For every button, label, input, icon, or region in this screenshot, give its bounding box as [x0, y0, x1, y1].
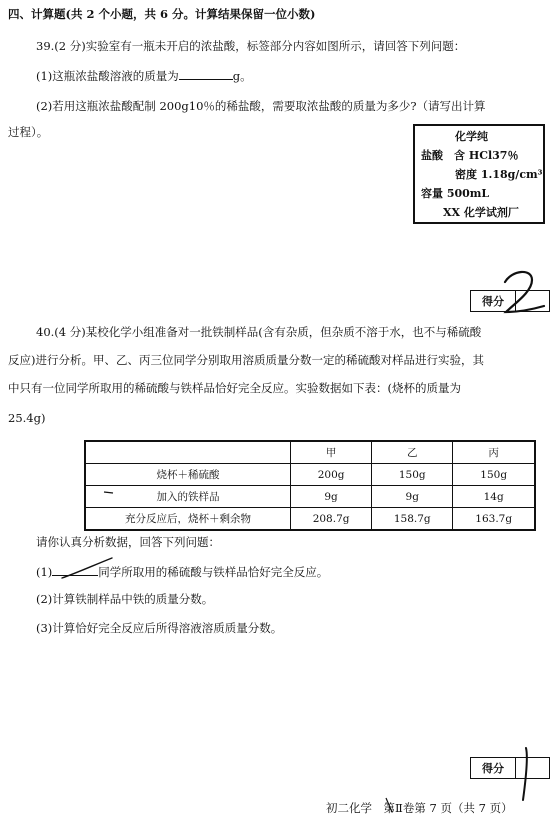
q40-part3: (3)计算恰好完全反应后所得溶液溶质质量分数。 [36, 621, 283, 635]
table-cell: 14g [453, 486, 535, 508]
score-box-label: 得分 [471, 291, 516, 311]
table-cell: 9g [291, 486, 372, 508]
q39-part1-prefix: (1)这瓶浓盐酸溶液的质量为 [36, 69, 179, 83]
q40-part2: (2)计算铁制样品中铁的质量分数。 [36, 592, 214, 606]
table-row [85, 508, 535, 531]
table-cell: 加入的铁样品 [85, 486, 291, 508]
answer-blank [52, 564, 98, 576]
table-cell: 200g [291, 464, 372, 486]
q40-line1: 40.(4 分)某校化学小组准备对一批铁制样品(含有杂质，但杂质不溶于水，也不与稀硫酸 [36, 325, 482, 339]
table-cell: 150g [372, 464, 453, 486]
q39-part1-suffix: g。 [232, 69, 252, 83]
score-box-q39 [470, 290, 550, 312]
table-cell: 208.7g [291, 508, 372, 531]
table-header-cell: 乙 [372, 441, 453, 464]
label-line2: 密度 1.18g/cm³ [455, 168, 543, 181]
table-cell: 163.7g [453, 508, 535, 531]
reagent-label [413, 124, 545, 224]
table-row [85, 464, 535, 486]
q40-part1-suffix: 同学所取用的稀硫酸与铁样品恰好完全反应。 [98, 565, 329, 579]
q39-stem: 39.(2 分)实验室有一瓶未开启的浓盐酸，标签部分内容如图所示，请回答下列问题： [36, 39, 466, 53]
score-box-q40 [470, 757, 550, 779]
q39-part2-line1: (2)若用这瓶浓盐酸配制 200g10％的稀盐酸，需要取浓盐酸的质量为多少?（请写出计算 [36, 99, 486, 113]
section-heading: 四、计算题(共 2 个小题，共 6 分。计算结果保留一位小数) [8, 7, 316, 21]
label-line4: XX 化学试剂厂 [443, 206, 519, 219]
q40-part1 [36, 564, 328, 580]
table-header-row [85, 441, 535, 464]
score-box-label: 得分 [471, 758, 516, 778]
q40-line4: 25.4g) [8, 411, 46, 425]
q39-part1 [36, 68, 252, 84]
table-cell: 150g [453, 464, 535, 486]
q40-line2: 反应)进行分析。甲、乙、丙三位同学分别取用溶质质量分数一定的稀硫酸对样品进行实验，其 [8, 353, 484, 367]
label-title: 化学纯 [455, 130, 488, 143]
table-header-cell: 甲 [291, 441, 372, 464]
table-cell: 烧杯＋稀硫酸 [85, 464, 291, 486]
label-line3: 容量 500mL [421, 187, 490, 200]
q39-part2-line2: 过程）。 [8, 125, 49, 139]
q40-prompt: 请你认真分析数据，回答下列问题： [36, 535, 220, 549]
table-cell: 充分反应后，烧杯＋剩余物 [85, 508, 291, 531]
table-header-cell: 丙 [453, 441, 535, 464]
table-header-cell [85, 441, 291, 464]
page-footer: 初二化学 第Ⅱ卷第 7 页（共 7 页） [326, 801, 513, 815]
experiment-data-table [84, 440, 536, 531]
q40-part1-prefix: (1) [36, 565, 53, 579]
answer-blank [179, 68, 233, 80]
table-cell: 9g [372, 486, 453, 508]
table-cell: 158.7g [372, 508, 453, 531]
table-row [85, 486, 535, 508]
label-line1: 盐酸 含 HCl37％ [421, 149, 519, 162]
q40-line3: 中只有一位同学所取用的稀硫酸与铁样品恰好完全反应。实验数据如下表：(烧杯的质量为 [8, 381, 461, 395]
